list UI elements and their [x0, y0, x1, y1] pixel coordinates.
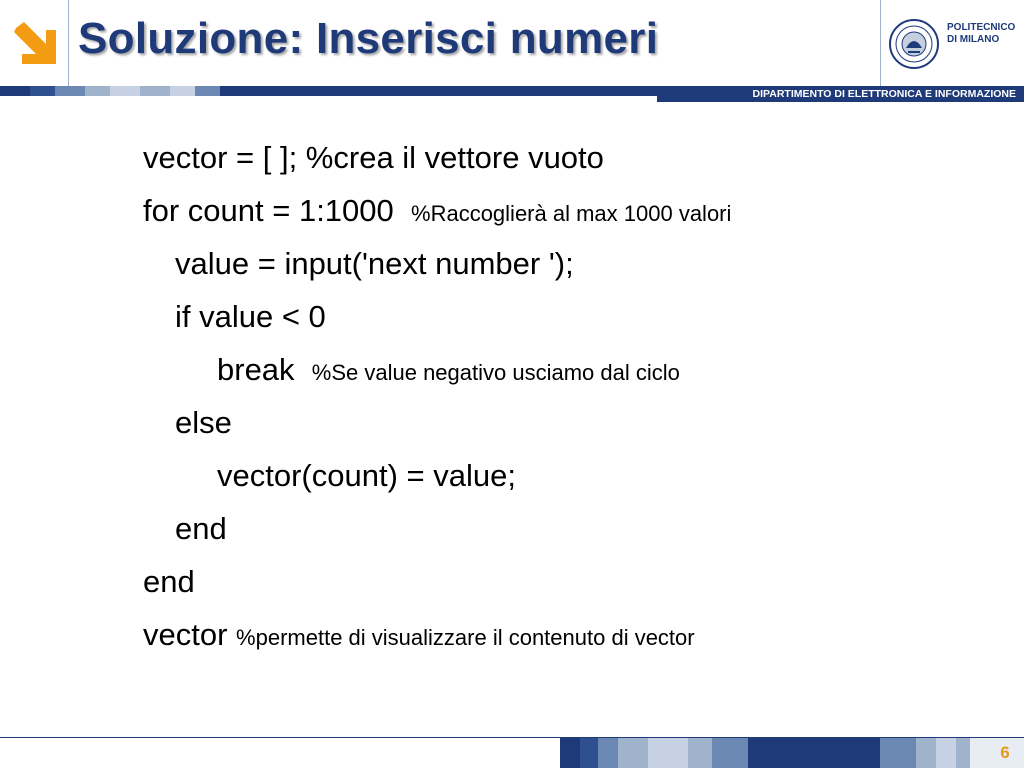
- slide-title: Soluzione: Inserisci numeri: [78, 14, 659, 63]
- code-line: else: [175, 405, 232, 440]
- code-comment: %permette di visualizzare il contenuto di vector: [236, 625, 695, 650]
- code-line: vector = [ ]; %crea il vettore vuoto: [143, 140, 604, 175]
- code-line: end: [175, 511, 227, 546]
- code-text: vector: [143, 617, 228, 652]
- code-comment: %Se value negativo usciamo dal ciclo: [311, 360, 680, 385]
- code-comment: %Raccoglierà al max 1000 valori: [411, 201, 732, 226]
- code-line: [143, 191, 731, 231]
- code-line: vector(count) = value;: [217, 458, 516, 493]
- header-divider-left: [68, 0, 69, 86]
- header-divider-right: [880, 0, 881, 86]
- page-number: 6: [1000, 743, 1010, 762]
- department-label: DIPARTIMENTO DI ELETTRONICA E INFORMAZIONE: [657, 86, 1024, 102]
- code-line: [217, 350, 680, 390]
- footer-color-stripe: [560, 738, 1024, 768]
- code-text: for count = 1:1000: [143, 193, 394, 228]
- code-line: value = input('next number ');: [175, 246, 574, 281]
- code-line: [143, 615, 695, 655]
- code-line: if value < 0: [175, 299, 326, 334]
- politecnico-seal-logo: [888, 18, 940, 70]
- code-line: end: [143, 564, 195, 599]
- code-text: break: [217, 352, 295, 387]
- logo-line-1: POLITECNICO: [947, 22, 1016, 33]
- slide-header: [0, 0, 1024, 90]
- logo-line-2: DI MILANO: [947, 34, 1000, 45]
- logo-wordmark: [947, 22, 1015, 46]
- arrow-down-right-icon: [10, 18, 62, 70]
